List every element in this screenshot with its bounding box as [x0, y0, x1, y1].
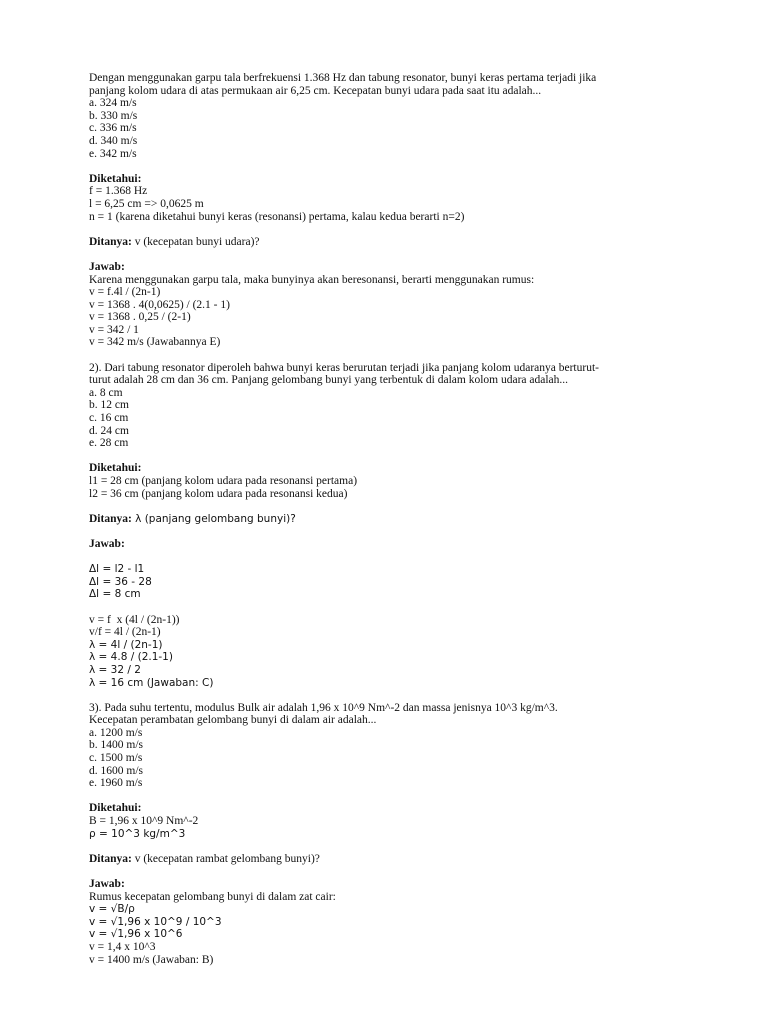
option-d: d. 24 cm	[89, 424, 129, 437]
question-3	[89, 702, 689, 966]
asked-heading: Ditanya:	[89, 852, 132, 865]
known-line: l1 = 28 cm (panjang kolom udara pada resonansi pertama)	[89, 475, 358, 487]
answer-line: v = f x (4l / (2n-1))	[89, 613, 180, 626]
known-line: l = 6,25 cm => 0,0625 m	[89, 197, 204, 210]
option-d: d. 1600 m/s	[89, 764, 143, 777]
known-heading: Diketahui:	[89, 462, 142, 475]
answer-line: v = 1368 . 4(0,0625) / (2.1 - 1)	[89, 298, 230, 311]
answer-heading: Jawab:	[89, 878, 125, 890]
known-line: B = 1,96 x 10^9 Nm^-2	[89, 815, 199, 828]
question-text: Kecepatan perambatan gelombang bunyi di dalam air adalah...	[89, 714, 377, 727]
answer-line: v = 1400 m/s (Jawaban: B)	[89, 953, 214, 966]
answer-line: v = 342 / 1	[89, 323, 139, 336]
known-heading: Diketahui:	[89, 802, 142, 815]
asked-line	[89, 513, 689, 526]
question-text: panjang kolom udara di atas permukaan air 6,25 cm. Kecepatan bunyi udara pada saat itu adalah...	[89, 84, 542, 97]
asked-heading: Ditanya:	[89, 235, 132, 248]
option-c: c. 16 cm	[89, 412, 129, 425]
answer-line: v = √1,96 x 10^9 / 10^3	[89, 915, 222, 928]
option-c: c. 1500 m/s	[89, 752, 143, 765]
question-text: 2). Dari tabung resonator diperoleh bahwa bunyi keras berurutan terjadi jika panjang kolom udaranya berturut-	[89, 361, 599, 374]
known-heading: Diketahui:	[89, 172, 142, 185]
answer-line: Rumus kecepatan gelombang bunyi di dalam zat cair:	[89, 890, 336, 903]
known-line: l2 = 36 cm (panjang kolom udara pada resonansi kedua)	[89, 487, 348, 500]
answer-line: λ = 32 / 2	[89, 663, 141, 676]
option-b: b. 330 m/s	[89, 109, 138, 122]
option-b: b. 1400 m/s	[89, 739, 143, 752]
question-2	[89, 362, 689, 689]
question-text: 3). Pada suhu tertentu, modulus Bulk air adalah 1,96 x 10^9 Nm^-2 dan massa jenisnya 10^3 kg/m^3.	[89, 701, 558, 714]
option-a: a. 1200 m/s	[89, 726, 143, 739]
answer-heading: Jawab:	[89, 260, 125, 273]
answer-line: λ = 4.8 / (2.1-1)	[89, 651, 173, 664]
answer-heading: Jawab:	[89, 537, 125, 550]
option-a: a. 324 m/s	[89, 97, 137, 110]
asked-line	[89, 236, 689, 249]
answer-line: v/f = 4l / (2n-1)	[89, 626, 161, 639]
asked-text: v (kecepatan rambat gelombang bunyi)?	[131, 852, 320, 865]
answer-line: v = √B/ρ	[89, 903, 135, 916]
asked-heading: Ditanya:	[89, 512, 132, 525]
asked-text: λ (panjang gelombang bunyi)?	[131, 512, 296, 525]
option-b: b. 12 cm	[89, 399, 129, 412]
answer-line: v = 1368 . 0,25 / (2-1)	[89, 311, 191, 324]
answer-line: v = 1,4 x 10^3	[89, 940, 156, 953]
question-1	[89, 72, 689, 349]
answer-line: Δl = 36 - 28	[89, 575, 152, 588]
answer-line: λ = 4l / (2n-1)	[89, 638, 163, 651]
answer-line: v = √1,96 x 10^6	[89, 928, 183, 941]
option-a: a. 8 cm	[89, 386, 123, 399]
option-c: c. 336 m/s	[89, 122, 137, 135]
known-line: n = 1 (karena diketahui bunyi keras (resonansi) pertama, kalau kedua berarti n=2)	[89, 210, 465, 223]
question-text: Dengan menggunakan garpu tala berfrekuensi 1.368 Hz dan tabung resonator, bunyi keras pertama terjadi jika	[89, 72, 597, 84]
document-page	[89, 72, 689, 966]
question-text: turut adalah 28 cm dan 36 cm. Panjang gelombang bunyi yang terbentuk di dalam kolom udara adalah...	[89, 374, 569, 387]
answer-line: Karena menggunakan garpu tala, maka bunyinya akan beresonansi, berarti menggunakan rumus:	[89, 273, 535, 286]
option-e: e. 1960 m/s	[89, 777, 143, 790]
option-e: e. 28 cm	[89, 437, 129, 450]
known-line: ρ = 10^3 kg/m^3	[89, 827, 186, 840]
asked-line	[89, 853, 689, 866]
answer-line: v = f.4l / (2n-1)	[89, 286, 161, 299]
option-d: d. 340 m/s	[89, 134, 138, 147]
answer-line: λ = 16 cm (Jawaban: C)	[89, 676, 214, 689]
answer-line: Δl = l2 - l1	[89, 563, 145, 576]
known-line: f = 1.368 Hz	[89, 185, 148, 198]
option-e: e. 342 m/s	[89, 147, 137, 160]
answer-line: v = 342 m/s (Jawabannya E)	[89, 336, 221, 349]
asked-text: v (kecepatan bunyi udara)?	[131, 235, 260, 248]
answer-line: Δl = 8 cm	[89, 588, 141, 601]
